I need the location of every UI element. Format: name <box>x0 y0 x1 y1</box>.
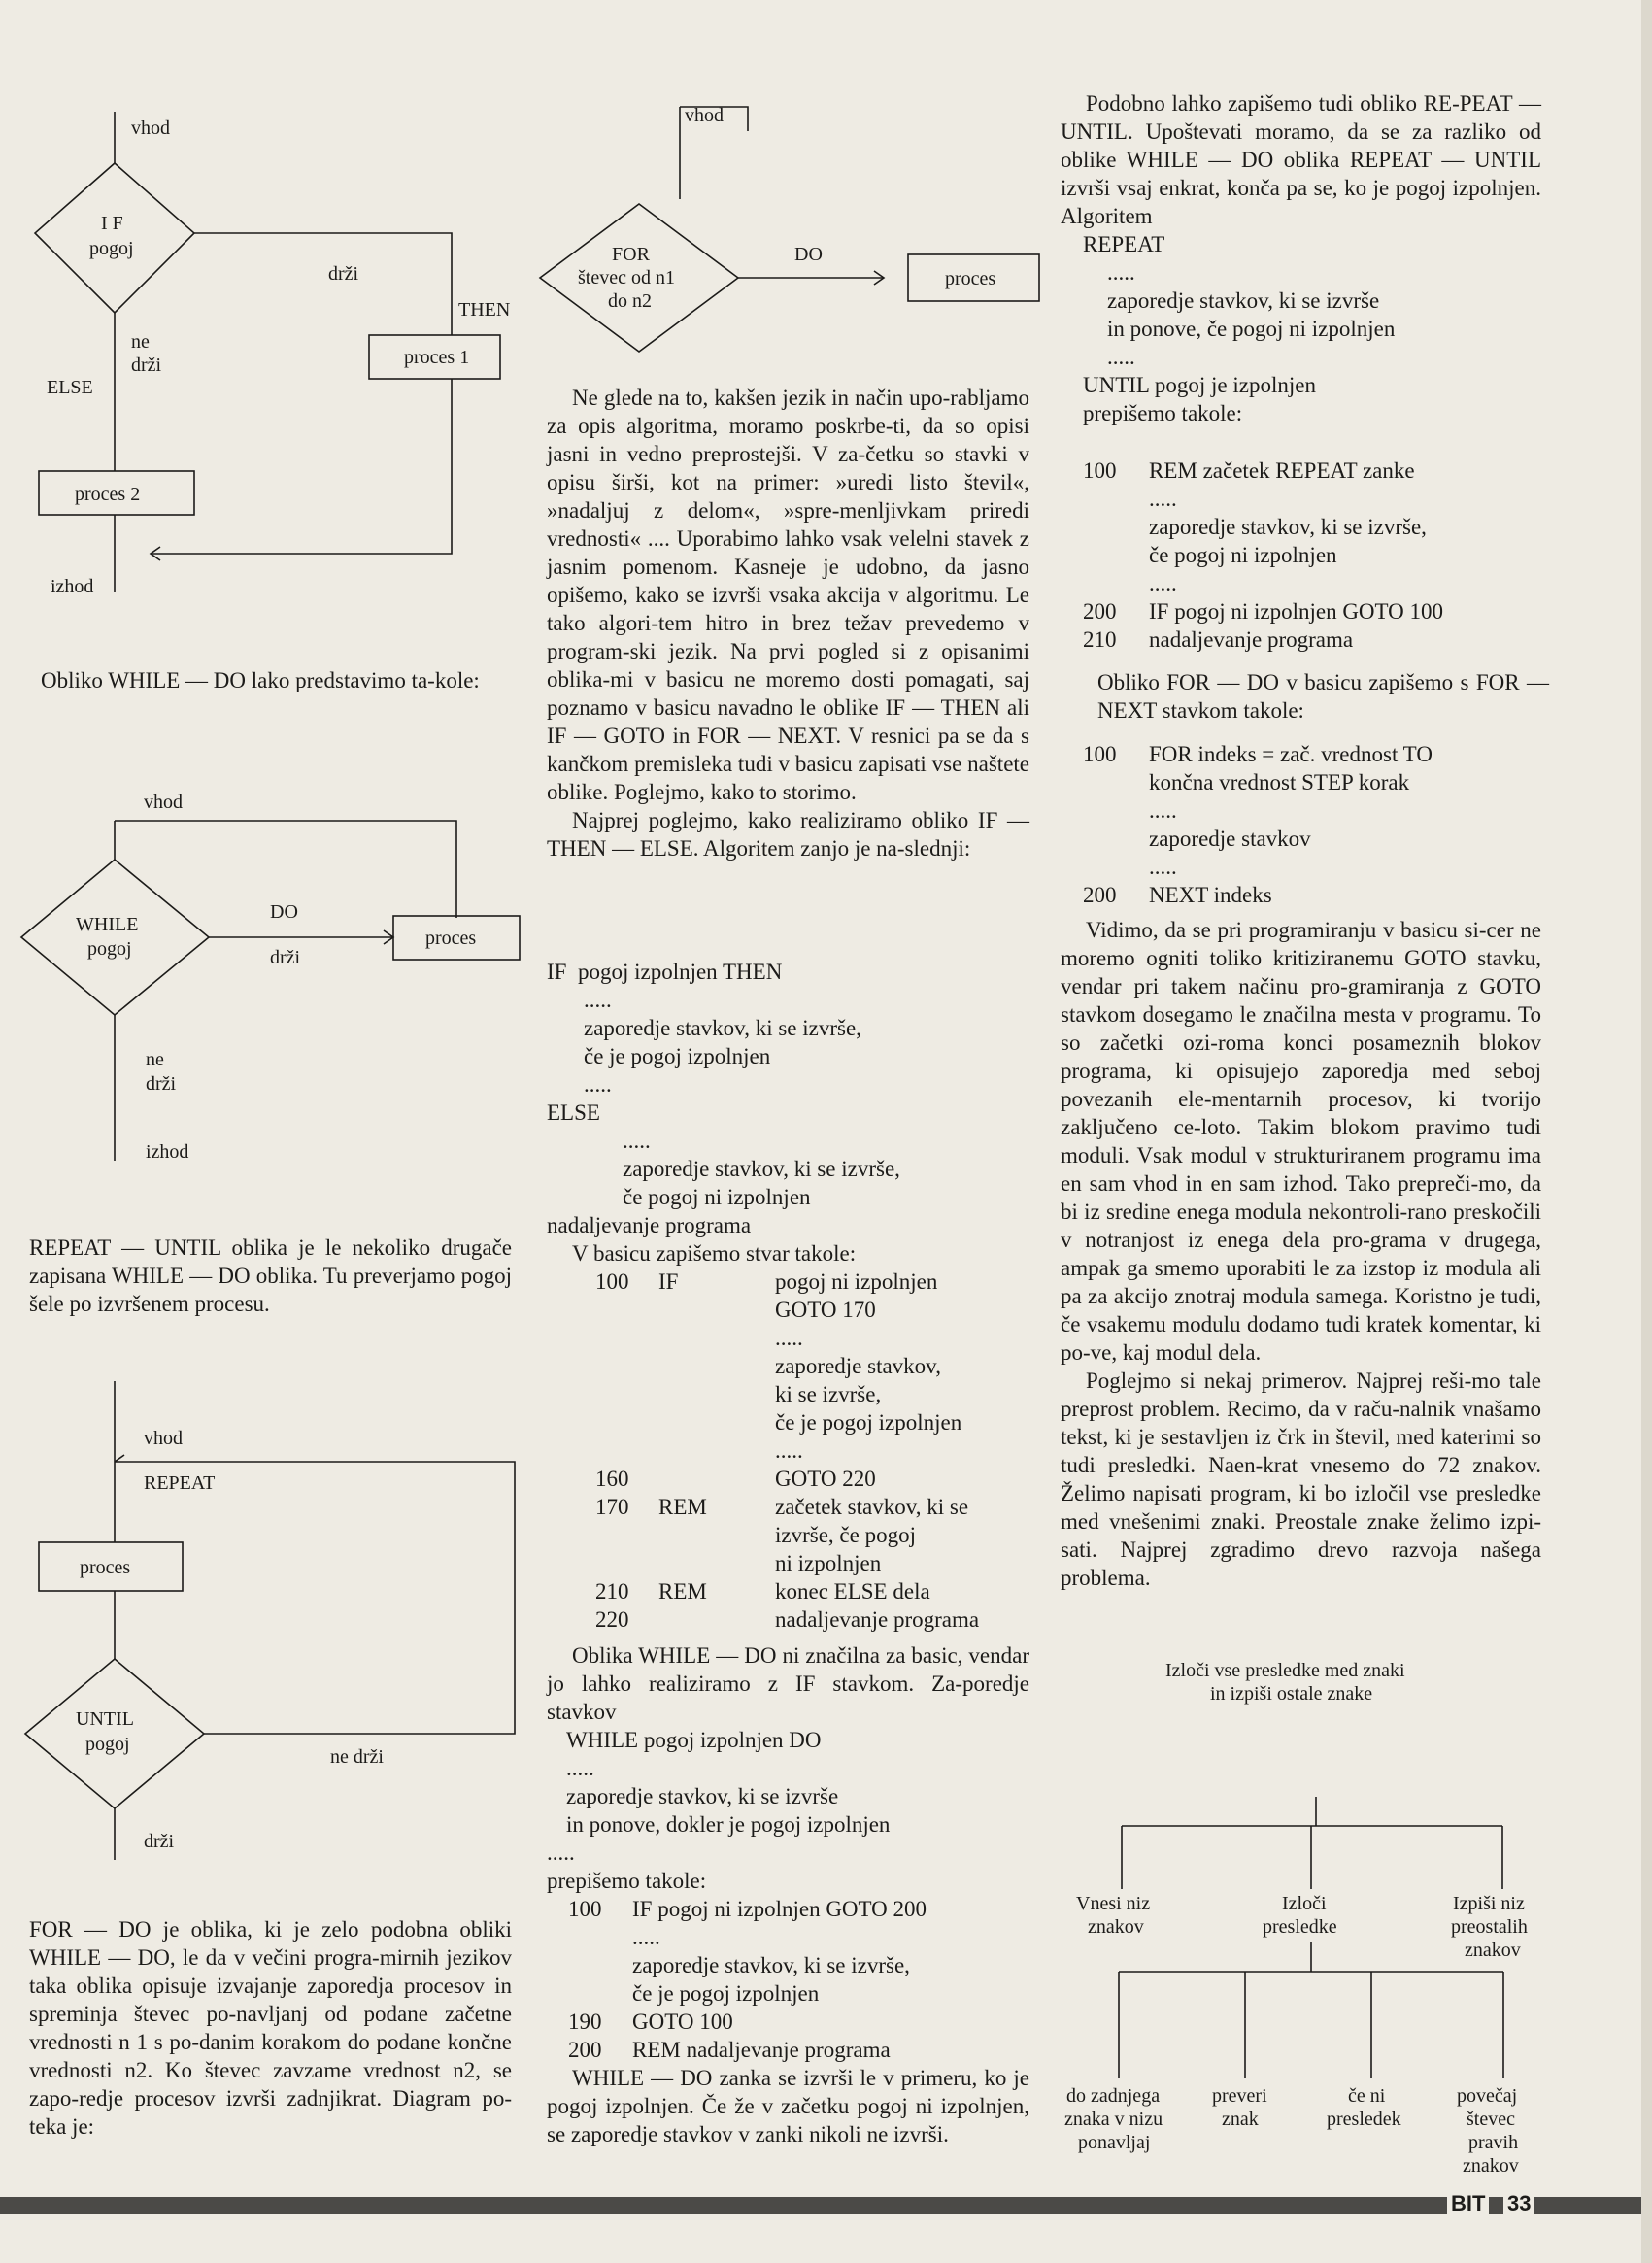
while-code-line-n: 190 <box>568 2010 602 2034</box>
col1-while-intro: Obliko WHILE — DO lako predstavimo ta-kole: <box>41 668 480 692</box>
tree-l1-a: Vnesi niz <box>1076 1893 1151 1914</box>
if-then-label: THEN <box>458 299 511 321</box>
for-code-line-t: ..... <box>1149 798 1177 823</box>
repeat-code-line-t: nadaljevanje programa <box>1149 627 1354 652</box>
for-cond-2: števec od n1 <box>578 267 675 288</box>
col3-for-text: Obliko FOR — DO v basicu zapišemo s FOR — NEXT stavkom takole: <box>1097 670 1549 723</box>
for-code-line-t: FOR indeks = zač. vrednost TO <box>1149 742 1433 766</box>
col2-while-algorithm: WHILE pogoj izpolnjen DO ..... zaporedje stavkov, ki se izvrše in ponove, dokler je pogoj izpolnjen ..... prepišemo takole: <box>547 1728 891 1893</box>
tree-l3-b: preostalih <box>1451 1916 1528 1938</box>
if-else-label: ELSE <box>47 377 93 398</box>
for-code-line-n: 200 <box>1083 883 1117 907</box>
basic-code-line-t: začetek stavkov, ki se <box>775 1495 969 1519</box>
tree-l3-c: znakov <box>1465 1940 1521 1961</box>
basic-code-line-t: ki se izvrše, <box>775 1382 882 1406</box>
if-proces1-label: proces 1 <box>404 347 470 368</box>
basic-code-line-t: pogoj ni izpolnjen <box>775 1269 938 1294</box>
for-proces: proces <box>945 268 996 289</box>
if-ne-label: ne <box>131 331 150 353</box>
repeat-code-line-n: 100 <box>1083 458 1117 483</box>
basic-code-line-k: REM <box>658 1495 707 1519</box>
basic-code-line-t: nadaljevanje programa <box>775 1607 980 1632</box>
tree-m4-a: povečaj <box>1457 2085 1518 2107</box>
for-code-line-t: NEXT indeks <box>1149 883 1272 907</box>
repeat-ne-drzi-label: ne drži <box>330 1746 384 1768</box>
tree-l1-b: znakov <box>1088 1916 1144 1938</box>
repeat-cond-label: UNTIL <box>76 1708 134 1730</box>
while-code-line-n: 200 <box>568 2038 602 2062</box>
basic-code-line-k: IF <box>658 1269 679 1294</box>
if-cond-label: I F <box>101 213 123 234</box>
col1-repeat-intro: REPEAT — UNTIL oblika je le nekoliko drugače zapisana WHILE — DO oblika. Tu preverjamo pogoj šele po izvršenem procesu. <box>29 1235 512 1316</box>
basic-code-line-t: GOTO 170 <box>775 1298 876 1322</box>
while-code-line-t: GOTO 100 <box>632 2010 733 2034</box>
while-code-line-t: ..... <box>632 1925 660 1949</box>
basic-code-line-t: ni izpolnjen <box>775 1551 882 1575</box>
tree-m3-a: če ni <box>1348 2085 1386 2107</box>
tree-m4-b: števec <box>1467 2109 1515 2130</box>
basic-code-line-t: GOTO 220 <box>775 1467 876 1491</box>
repeat-code-line-t: ..... <box>1149 487 1177 511</box>
while-vhod-label: vhod <box>144 792 183 813</box>
col2-intro: Ne glede na to, kakšen jezik in način upo-rabljamo za opis algoritma, moramo poskrbe-ti, da so opisi jasni in vedno preprostejši. V za-četku so stavki v opisu širši, kot na primer: »uredi listo števil«, »nadaljuj z delom«, »spre-menljivkam priredi vrednosti« .... Uporabimo lahko vsak velelni stavek z jasnim pomenom. Kasneje je udobno, da jasno opišemo, kako se izvrši vsaka akcija v algoritmu. Le tako algori-tem hitro in brez težav prevedemo v program-ski jezik. Na prvi pogled si z opisanimi oblika-mi v basicu ne moremo dosti pomagati, saj poznamo v basicu navadno le oblike IF — THEN ali IF — GOTO in FOR — NEXT. V resnici pa se da s kančkom premisleka tudi v basicu zapisati vse naštete oblike. Poglejmo, kako to storimo. Najprej poglejmo, kako realiziramo obliko IF — THEN — ELSE. Algoritem zanjo je na-slednji: <box>547 386 1029 861</box>
while-proces-label: proces <box>425 928 477 949</box>
repeat-code-line-n: 200 <box>1083 599 1117 624</box>
tree-m2-b: znak <box>1222 2109 1259 2130</box>
tree-m1-a: do zadnjega <box>1066 2085 1161 2107</box>
footer-bar <box>0 2197 1652 2214</box>
basic-code-line-n: 100 <box>595 1269 629 1294</box>
basic-code-line-t: ..... <box>775 1438 803 1463</box>
basic-code-line-t: ..... <box>775 1326 803 1350</box>
for-vhod: vhod <box>685 105 724 126</box>
tree-m1-c: ponavljaj <box>1078 2132 1151 2153</box>
if-izhod-label: izhod <box>51 576 94 597</box>
tree-root-line-2: in izpiši ostale znake <box>1210 1683 1373 1705</box>
tree-m4-c: pravih <box>1468 2132 1519 2153</box>
magazine-logo: BIT <box>1447 2191 1489 2216</box>
if-cond-label-2: pogoj <box>89 238 134 259</box>
col3-modules-text: Vidimo, da se pri programiranju v basicu si-cer ne moremo ogniti toliko kritiziranemu GOTO stavku, vendar pri takem načinu pro-gramiranja z GOTO stavkom dosegamo le značilna mesta v programu. To so začetki ozi-roma konci posameznih blokov programa, ki opisujejo zaporedja med seboj povezanih ele-mentarnih procesov, ki tvorijo zaključeno ce-loto. Takim blokom pravimo tudi moduli. Vsak modul v strukturiranem programu ima en sam vhod in en sam izhod. Tako prepreči-mo, da bi iz sredine enega modula nekontroli-rano preskočili v notranjost iz enega dela pro-grama v drugega, ampak ga smemo uporabiti le za izstop iz modula ali pa za akcijo znotraj modula samega. Koristno je tudi, če vsakemu modulu dodamo tudi kratek komentar, ki po-ve, kaj modul dela. Poglejmo si nekaj primerov. Najprej reši-mo tale preprost problem. Recimo, da v raču-nalnik vnašamo tekst, ki je sestavljen iz črk in števil, med katerimi so tudi presledki. Naen-krat vnesemo do 72 znakov. Želimo napisati program, ki bo izločil vse presledke med vnešenimi znaki. Preostale znake želimo izpi-sati. Najprej zgradimo drevo razvoja našega problema. <box>1061 918 1541 1590</box>
if-proces2-label: proces 2 <box>75 484 141 505</box>
page-spine-edge <box>1641 0 1652 2263</box>
while-do-label: DO <box>270 901 298 923</box>
page-number: 33 <box>1503 2191 1534 2216</box>
basic-code-line-n: 210 <box>595 1579 629 1604</box>
if-vhod-label: vhod <box>131 118 170 139</box>
col3-intro: Podobno lahko zapišemo tudi obliko RE-PEAT — UNTIL. Upoštevati moramo, da se za razliko od oblike WHILE — DO oblika REPEAT — UNTIL izvrši vsaj enkrat, konča pa se, ko je pogoj izpolnjen. Algoritem <box>1061 91 1541 228</box>
while-cond-label-2: pogoj <box>87 938 132 960</box>
repeat-proces-label: proces <box>80 1557 131 1578</box>
while-ne-drzi-label: drži <box>146 1073 177 1095</box>
while-drzi-label: drži <box>270 947 301 968</box>
for-code-line-t: zaporedje stavkov <box>1149 827 1311 851</box>
for-cond: FOR <box>612 244 650 265</box>
while-code-line-t: če je pogoj izpolnjen <box>632 1981 820 2006</box>
basic-code-line-t: če je pogoj izpolnjen <box>775 1410 962 1435</box>
if-ne-drzi-label: drži <box>131 355 162 376</box>
for-code-line-t: ..... <box>1149 855 1177 879</box>
basic-code-line-t: konec ELSE dela <box>775 1579 930 1604</box>
col3-repeat-algorithm: REPEAT ..... zaporedje stavkov, ki se izvrše in ponove, če pogoj ni izpolnjen ..... UNTIL pogoj je izpolnjen prepišemo takole: <box>1083 232 1396 425</box>
while-code-line-t: REM nadaljevanje programa <box>632 2038 891 2062</box>
while-code-line-t: zaporedje stavkov, ki se izvrše, <box>632 1953 910 1977</box>
for-do: DO <box>794 244 823 265</box>
repeat-cond-label-2: pogoj <box>85 1734 130 1755</box>
repeat-label: REPEAT <box>144 1472 216 1494</box>
repeat-code-line-n: 210 <box>1083 627 1117 652</box>
repeat-vhod-label: vhod <box>144 1428 183 1449</box>
basic-code-line-t: zaporedje stavkov, <box>775 1354 941 1378</box>
for-code-line-n: 100 <box>1083 742 1117 766</box>
while-code-line-n: 100 <box>568 1897 602 1921</box>
repeat-code-line-t: ..... <box>1149 571 1177 595</box>
for-cond-3: do n2 <box>608 290 652 312</box>
while-ne-label: ne <box>146 1049 164 1070</box>
col2-while-text: Oblika WHILE — DO ni značilna za basic, vendar jo lahko realiziramo z IF stavkom. Za-poredje stavkov <box>547 1643 1029 1724</box>
repeat-code-line-t: če pogoj ni izpolnjen <box>1149 543 1337 567</box>
repeat-code-line-t: zaporedje stavkov, ki se izvrše, <box>1149 515 1427 539</box>
while-code-line-t: IF pogoj ni izpolnjen GOTO 200 <box>632 1897 927 1921</box>
tree-root-line-1: Izloči vse presledke med znaki <box>1165 1660 1405 1681</box>
basic-code-line-n: 170 <box>595 1495 629 1519</box>
while-cond-label: WHILE <box>76 914 139 935</box>
tree-l3-a: Izpiši niz <box>1453 1893 1525 1914</box>
tree-l2-a: Izloči <box>1282 1893 1327 1914</box>
col1-for-intro: FOR — DO je oblika, ki je zelo podobna obliki WHILE — DO, le da v večini progra-mirnih jezikov taka oblika opisuje izvajanje zaporedja procesov in spreminja števec po-navljanj od podane začetne vrednosti n 1 s po-danim korakom do podane končne vrednosti n2. Ko števec zavzame vrednost n2, se zapo-redje procesov izvrši zadnjikrat. Diagram po-teka je: <box>29 1917 512 2139</box>
col2-if-algorithm: IF pogoj izpolnjen THEN ..... zaporedje stavkov, ki se izvrše, če je pogoj izpolnjen ..... ELSE ..... zaporedje stavkov, ki se izvrše, če pogoj ni izpolnjen nadaljevanje programa V basicu zapišemo stvar takole: <box>547 960 900 1266</box>
col2-while-conclusion: WHILE — DO zanka se izvrši le v primeru, ko je pogoj izpolnjen. Če že v začetku pogoj ni izpolnjen, se zaporedje stavkov v zanki nikoli ne izvrši. <box>547 2066 1029 2146</box>
for-code-line-t: končna vrednost STEP korak <box>1149 770 1410 794</box>
if-drzi-label: drži <box>328 263 359 285</box>
basic-code-line-t: izvrše, če pogoj <box>775 1523 916 1547</box>
repeat-code-line-t: REM začetek REPEAT zanke <box>1149 458 1415 483</box>
tree-m4-d: znakov <box>1463 2155 1519 2177</box>
repeat-code-line-t: IF pogoj ni izpolnjen GOTO 100 <box>1149 599 1444 624</box>
basic-code-line-n: 160 <box>595 1467 629 1491</box>
tree-m1-b: znaka v nizu <box>1064 2109 1163 2130</box>
basic-code-line-n: 220 <box>595 1607 629 1632</box>
tree-l2-b: presledke <box>1263 1916 1337 1938</box>
tree-m3-b: presledek <box>1327 2109 1401 2130</box>
while-izhod-label: izhod <box>146 1141 189 1163</box>
repeat-drzi-label: drži <box>144 1831 175 1852</box>
tree-m2-a: preveri <box>1212 2085 1267 2107</box>
basic-code-line-k: REM <box>658 1579 707 1604</box>
